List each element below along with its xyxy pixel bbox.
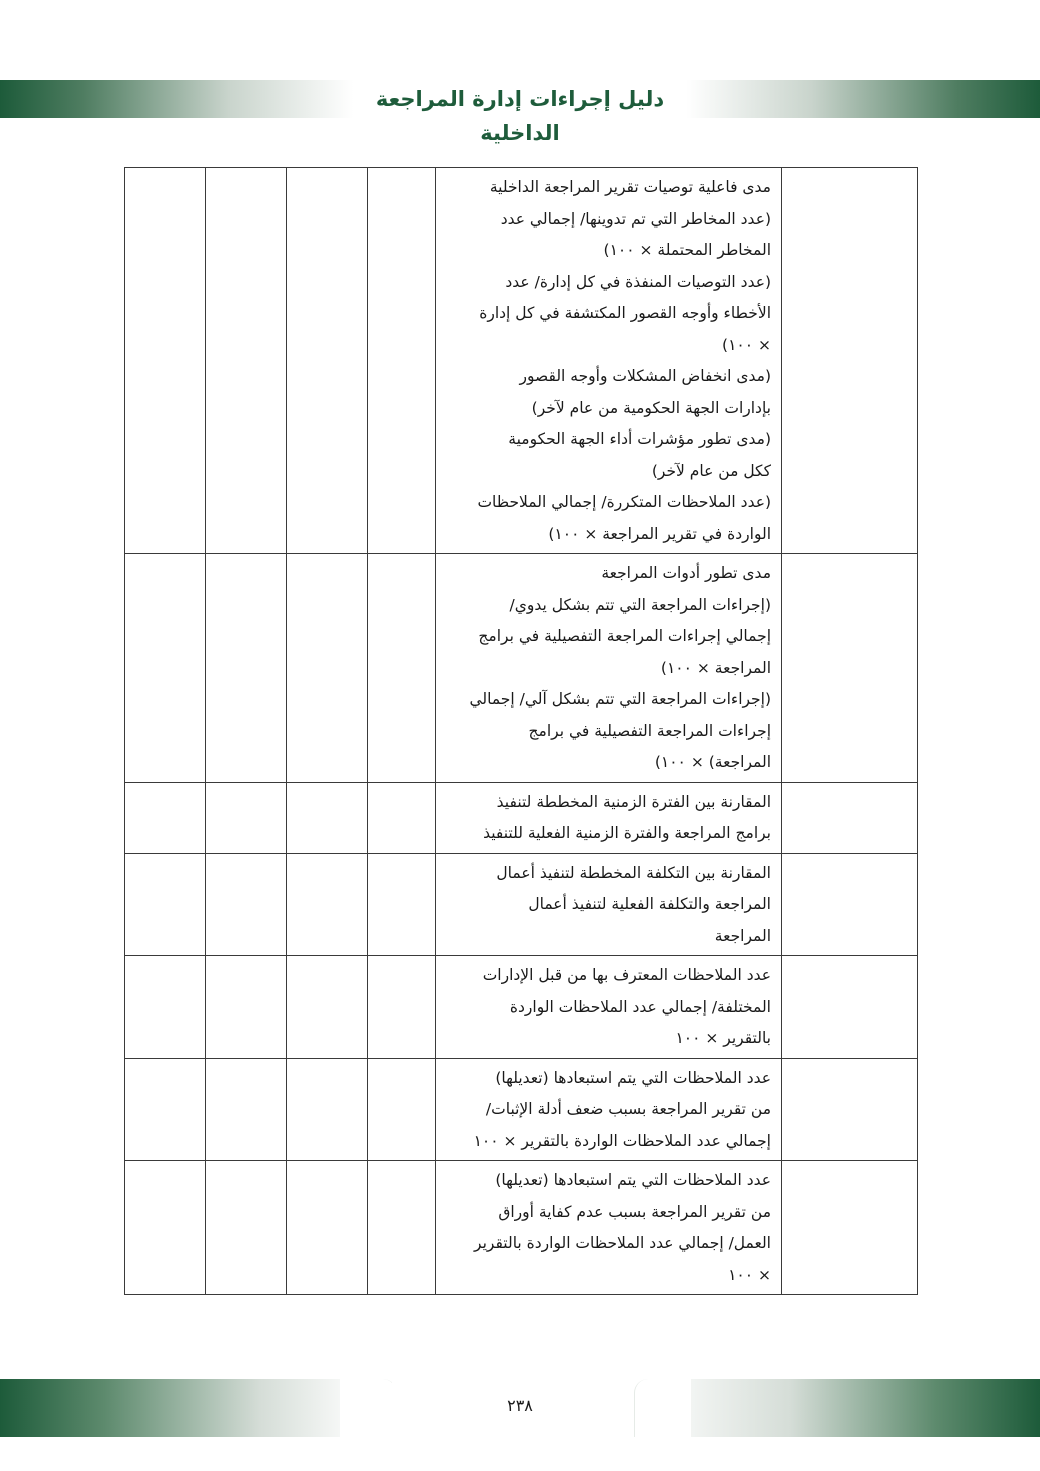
footer-tab-right: [634, 1379, 691, 1437]
indicator-text-line: × ١٠٠: [728, 1265, 771, 1284]
indicator-text-line: (عدد الملاحظات المتكررة/ إجمالي الملاحظات: [477, 493, 771, 511]
indicator-text-line: المقارنة بين الفترة الزمنية المخططة لتنفيذ: [496, 792, 771, 811]
empty-cell: [368, 168, 436, 554]
indicator-text-line: المراجعة) × ١٠٠): [654, 753, 771, 771]
footer-tab-left: [340, 1379, 397, 1437]
empty-cell: [125, 1161, 206, 1295]
empty-cell: [782, 956, 918, 1059]
empty-cell: [368, 782, 436, 853]
indicator-text-line: بإدارات الجهة الحكومية من عام لآخر): [531, 398, 771, 417]
indicator-text-line: الواردة في تقرير المراجعة × ١٠٠): [548, 524, 771, 543]
indicator-description-cell: [436, 853, 782, 956]
empty-cell: [125, 554, 206, 783]
indicator-text-line: (إجراءات المراجعة التي تتم بشكل آلي/ إجمالي: [469, 690, 771, 708]
empty-cell: [287, 168, 368, 554]
indicator-text-line: الأخطاء وأوجه القصور المكتشفة في كل إدارة: [479, 304, 771, 322]
empty-cell: [368, 853, 436, 956]
indicator-description-cell: [436, 782, 782, 853]
empty-cell: [206, 956, 287, 1059]
empty-cell: [206, 554, 287, 783]
empty-cell: [782, 1058, 918, 1161]
indicator-text-line: (عدد التوصيات المنفذة في كل إدارة/ عدد: [505, 272, 771, 291]
indicator-description-cell: [436, 168, 782, 554]
indicator-description-cell: [436, 1058, 782, 1161]
indicator-text-line: (إجراءات المراجعة التي تتم بشكل يدوي/: [509, 595, 771, 614]
empty-cell: [287, 853, 368, 956]
indicator-text-line: العمل/ إجمالي عدد الملاحظات الواردة بالتقرير: [474, 1234, 771, 1252]
empty-cell: [782, 554, 918, 783]
empty-cell: [782, 1161, 918, 1295]
table-row: [125, 554, 918, 783]
empty-cell: [287, 554, 368, 783]
table-row: [125, 1058, 918, 1161]
empty-cell: [287, 1058, 368, 1161]
empty-cell: [125, 956, 206, 1059]
empty-cell: [206, 1058, 287, 1161]
empty-cell: [368, 956, 436, 1059]
empty-cell: [206, 853, 287, 956]
indicator-text-line: (مدى انخفاض المشكلات وأوجه القصور: [519, 367, 771, 385]
indicator-text-line: ككل من عام لآخر): [651, 461, 771, 480]
indicator-text-line: المراجعة × ١٠٠): [660, 658, 771, 677]
indicator-text-line: إجراءات المراجعة التفصيلية في برامج: [528, 721, 771, 740]
empty-cell: [368, 554, 436, 783]
indicator-text-line: إجمالي إجراءات المراجعة التفصيلية في برامج: [478, 627, 771, 645]
empty-cell: [125, 1058, 206, 1161]
empty-cell: [287, 1161, 368, 1295]
indicator-text-line: × ١٠٠): [722, 335, 771, 354]
table-row: [125, 853, 918, 956]
indicator-text-line: من تقرير المراجعة بسبب عدم كفاية أوراق: [498, 1202, 771, 1221]
empty-cell: [125, 168, 206, 554]
indicator-text-line: بالتقرير × ١٠٠: [675, 1029, 771, 1047]
indicator-text-line: (عدد المخاطر التي تم تدوينها/ إجمالي عدد: [500, 209, 771, 228]
indicator-text-line: عدد الملاحظات المعترف بها من قبل الإدارات: [482, 966, 771, 984]
indicators-table: [124, 167, 918, 1295]
empty-cell: [287, 956, 368, 1059]
page-title: دليل إجراءات إدارة المراجعة الداخلية: [375, 87, 665, 145]
indicator-text-line: مدى تطور أدوات المراجعة: [601, 564, 771, 582]
indicator-description-cell: [436, 956, 782, 1059]
page-number: ٢٣٨: [507, 1396, 533, 1415]
empty-cell: [782, 853, 918, 956]
empty-cell: [368, 1058, 436, 1161]
table-row: [125, 168, 918, 554]
table-row: [125, 1161, 918, 1295]
empty-cell: [125, 853, 206, 956]
table-row: [125, 956, 918, 1059]
indicator-description-cell: [436, 1161, 782, 1295]
indicator-text-line: عدد الملاحظات التي يتم استبعادها (تعديلها): [495, 1068, 771, 1087]
indicator-text-line: المخاطر المحتملة × ١٠٠): [603, 241, 771, 259]
empty-cell: [368, 1161, 436, 1295]
indicator-text-line: المراجعة: [714, 926, 771, 945]
empty-cell: [287, 782, 368, 853]
empty-cell: [206, 1161, 287, 1295]
indicator-description-cell: [436, 554, 782, 783]
empty-cell: [125, 782, 206, 853]
table-row: [125, 782, 918, 853]
indicator-text-line: برامج المراجعة والفترة الزمنية الفعلية للتنفيذ: [483, 824, 771, 842]
indicator-text-line: المقارنة بين التكلفة المخططة لتنفيذ أعمال: [496, 863, 771, 882]
indicator-text-line: المراجعة والتكلفة الفعلية لتنفيذ أعمال: [528, 895, 771, 913]
indicator-text-line: من تقرير المراجعة بسبب ضعف أدلة الإثبات/: [485, 1100, 771, 1118]
empty-cell: [206, 782, 287, 853]
indicator-text-line: (مدى تطور مؤشرات أداء الجهة الحكومية: [508, 430, 771, 448]
empty-cell: [206, 168, 287, 554]
indicator-text-line: عدد الملاحظات التي يتم استبعادها (تعديلها): [495, 1171, 771, 1189]
indicator-text-line: إجمالي عدد الملاحظات الواردة بالتقرير × ١٠٠: [473, 1131, 771, 1150]
empty-cell: [782, 168, 918, 554]
indicator-text-line: مدى فاعلية توصيات تقرير المراجعة الداخلية: [489, 178, 771, 196]
indicator-text-line: المختلفة/ إجمالي عدد الملاحظات الواردة: [509, 997, 771, 1016]
empty-cell: [782, 782, 918, 853]
